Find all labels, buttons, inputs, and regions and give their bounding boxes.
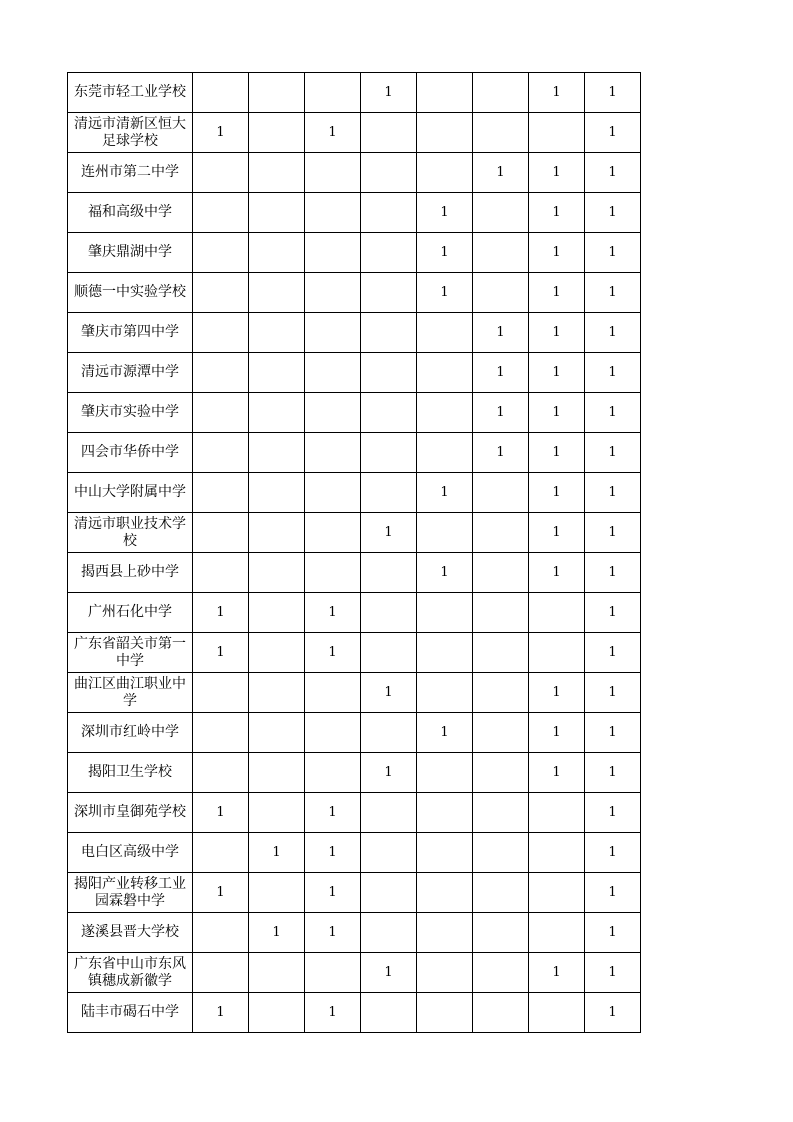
value-cell [473, 593, 529, 633]
value-cell [305, 433, 361, 473]
value-cell: 1 [529, 713, 585, 753]
school-name-cell: 深圳市红岭中学 [68, 713, 193, 753]
table-row [68, 353, 641, 393]
value-cell [529, 873, 585, 913]
value-cell [193, 393, 249, 433]
value-cell [193, 713, 249, 753]
value-cell [361, 473, 417, 513]
value-cell: 1 [305, 793, 361, 833]
value-cell [417, 433, 473, 473]
school-name-cell: 深圳市皇御苑学校 [68, 793, 193, 833]
value-cell [361, 873, 417, 913]
value-cell: 1 [305, 633, 361, 673]
value-cell: 1 [473, 153, 529, 193]
value-cell: 1 [193, 873, 249, 913]
table-body [68, 73, 641, 1033]
value-cell [193, 273, 249, 313]
value-cell [417, 153, 473, 193]
value-cell: 1 [361, 953, 417, 993]
value-cell: 1 [585, 313, 641, 353]
value-cell [249, 953, 305, 993]
table-row [68, 393, 641, 433]
value-cell [473, 193, 529, 233]
value-cell [305, 193, 361, 233]
value-cell [361, 233, 417, 273]
school-name-cell: 东莞市轻工业学校 [68, 73, 193, 113]
value-cell: 1 [305, 993, 361, 1033]
school-name-cell: 中山大学附属中学 [68, 473, 193, 513]
value-cell: 1 [585, 553, 641, 593]
value-cell: 1 [585, 713, 641, 753]
value-cell: 1 [585, 993, 641, 1033]
value-cell: 1 [193, 633, 249, 673]
value-cell [193, 513, 249, 553]
value-cell: 1 [417, 553, 473, 593]
value-cell [249, 753, 305, 793]
value-cell [249, 113, 305, 153]
value-cell: 1 [417, 273, 473, 313]
table-row [68, 553, 641, 593]
value-cell [473, 233, 529, 273]
value-cell [417, 393, 473, 433]
value-cell: 1 [585, 233, 641, 273]
value-cell: 1 [473, 393, 529, 433]
value-cell: 1 [193, 993, 249, 1033]
value-cell [473, 833, 529, 873]
table-row [68, 513, 641, 553]
value-cell [249, 273, 305, 313]
value-cell [249, 673, 305, 713]
value-cell [361, 193, 417, 233]
value-cell: 1 [305, 593, 361, 633]
value-cell [305, 713, 361, 753]
value-cell: 1 [473, 353, 529, 393]
value-cell [305, 353, 361, 393]
value-cell [361, 433, 417, 473]
value-cell: 1 [193, 113, 249, 153]
value-cell [305, 273, 361, 313]
value-cell [305, 673, 361, 713]
value-cell [473, 73, 529, 113]
table-row [68, 953, 641, 993]
value-cell [249, 313, 305, 353]
table-row [68, 633, 641, 673]
value-cell: 1 [585, 353, 641, 393]
value-cell: 1 [585, 273, 641, 313]
value-cell [249, 993, 305, 1033]
value-cell: 1 [585, 673, 641, 713]
value-cell: 1 [249, 833, 305, 873]
value-cell: 1 [585, 793, 641, 833]
value-cell: 1 [529, 513, 585, 553]
value-cell: 1 [249, 913, 305, 953]
value-cell [361, 393, 417, 433]
value-cell [305, 153, 361, 193]
value-cell [249, 233, 305, 273]
table-row [68, 233, 641, 273]
value-cell [417, 673, 473, 713]
value-cell: 1 [585, 873, 641, 913]
value-cell: 1 [585, 153, 641, 193]
value-cell: 1 [585, 73, 641, 113]
value-cell [417, 313, 473, 353]
value-cell: 1 [305, 113, 361, 153]
value-cell [193, 153, 249, 193]
value-cell [193, 353, 249, 393]
value-cell: 1 [305, 913, 361, 953]
value-cell [529, 593, 585, 633]
school-name-cell: 福和高级中学 [68, 193, 193, 233]
school-name-cell: 揭阳产业转移工业园霖磐中学 [68, 873, 193, 913]
school-name-cell: 电白区高级中学 [68, 833, 193, 873]
table-row [68, 73, 641, 113]
school-name-cell: 广东省韶关市第一中学 [68, 633, 193, 673]
school-name-cell: 遂溪县晋大学校 [68, 913, 193, 953]
value-cell: 1 [417, 713, 473, 753]
value-cell: 1 [529, 553, 585, 593]
table-row [68, 433, 641, 473]
value-cell [249, 353, 305, 393]
value-cell [529, 633, 585, 673]
value-cell [417, 353, 473, 393]
value-cell [361, 913, 417, 953]
table-row [68, 793, 641, 833]
value-cell [361, 993, 417, 1033]
value-cell: 1 [417, 193, 473, 233]
value-cell [417, 953, 473, 993]
table-row [68, 473, 641, 513]
value-cell: 1 [529, 233, 585, 273]
school-name-cell: 曲江区曲江职业中学 [68, 673, 193, 713]
value-cell [249, 153, 305, 193]
value-cell [473, 673, 529, 713]
school-name-cell: 肇庆鼎湖中学 [68, 233, 193, 273]
value-cell [473, 273, 529, 313]
value-cell [529, 913, 585, 953]
value-cell: 1 [585, 953, 641, 993]
value-cell: 1 [361, 513, 417, 553]
value-cell [193, 233, 249, 273]
value-cell [361, 553, 417, 593]
value-cell [361, 153, 417, 193]
school-name-cell: 广州石化中学 [68, 593, 193, 633]
value-cell: 1 [193, 593, 249, 633]
value-cell: 1 [585, 753, 641, 793]
value-cell: 1 [585, 393, 641, 433]
value-cell [193, 913, 249, 953]
value-cell [361, 113, 417, 153]
value-cell [473, 713, 529, 753]
value-cell [249, 713, 305, 753]
value-cell [417, 753, 473, 793]
value-cell [249, 433, 305, 473]
value-cell [193, 73, 249, 113]
value-cell [361, 273, 417, 313]
school-name-cell: 广东省中山市东风镇穗成新徽学 [68, 953, 193, 993]
value-cell [473, 913, 529, 953]
value-cell [305, 753, 361, 793]
value-cell [361, 593, 417, 633]
school-table [67, 72, 641, 1033]
value-cell: 1 [529, 353, 585, 393]
value-cell [193, 953, 249, 993]
school-name-cell: 连州市第二中学 [68, 153, 193, 193]
table-row [68, 673, 641, 713]
school-name-cell: 清远市职业技术学校 [68, 513, 193, 553]
table-row [68, 873, 641, 913]
value-cell: 1 [529, 953, 585, 993]
value-cell [417, 633, 473, 673]
value-cell: 1 [473, 313, 529, 353]
table-row [68, 593, 641, 633]
value-cell [417, 993, 473, 1033]
value-cell [417, 793, 473, 833]
value-cell [249, 193, 305, 233]
table-row [68, 753, 641, 793]
value-cell: 1 [529, 673, 585, 713]
school-name-cell: 清远市清新区恒大足球学校 [68, 113, 193, 153]
value-cell: 1 [585, 193, 641, 233]
value-cell: 1 [361, 73, 417, 113]
value-cell [473, 473, 529, 513]
value-cell [193, 553, 249, 593]
value-cell [193, 833, 249, 873]
table-row [68, 193, 641, 233]
value-cell [417, 593, 473, 633]
value-cell [473, 993, 529, 1033]
value-cell [417, 513, 473, 553]
value-cell [193, 433, 249, 473]
value-cell [305, 393, 361, 433]
value-cell [249, 793, 305, 833]
value-cell [473, 553, 529, 593]
value-cell [249, 593, 305, 633]
value-cell: 1 [529, 753, 585, 793]
value-cell [473, 513, 529, 553]
value-cell [249, 553, 305, 593]
value-cell [193, 313, 249, 353]
value-cell: 1 [305, 833, 361, 873]
value-cell: 1 [585, 513, 641, 553]
value-cell [361, 633, 417, 673]
value-cell [305, 553, 361, 593]
value-cell [529, 993, 585, 1033]
school-name-cell: 清远市源潭中学 [68, 353, 193, 393]
value-cell [361, 833, 417, 873]
value-cell: 1 [417, 233, 473, 273]
table-row [68, 993, 641, 1033]
value-cell [305, 233, 361, 273]
value-cell [473, 953, 529, 993]
value-cell: 1 [305, 873, 361, 913]
value-cell: 1 [585, 433, 641, 473]
value-cell: 1 [585, 633, 641, 673]
value-cell [361, 793, 417, 833]
school-name-cell: 揭西县上砂中学 [68, 553, 193, 593]
value-cell [529, 833, 585, 873]
table-row [68, 913, 641, 953]
value-cell [193, 193, 249, 233]
value-cell: 1 [585, 473, 641, 513]
value-cell: 1 [361, 753, 417, 793]
value-cell [305, 953, 361, 993]
school-name-cell: 陆丰市碣石中学 [68, 993, 193, 1033]
value-cell: 1 [529, 193, 585, 233]
school-name-cell: 四会市华侨中学 [68, 433, 193, 473]
value-cell [361, 313, 417, 353]
value-cell [473, 633, 529, 673]
value-cell [305, 73, 361, 113]
value-cell [529, 793, 585, 833]
school-name-cell: 揭阳卫生学校 [68, 753, 193, 793]
value-cell: 1 [529, 433, 585, 473]
value-cell [249, 73, 305, 113]
value-cell [473, 873, 529, 913]
table-row [68, 273, 641, 313]
school-name-cell: 肇庆市第四中学 [68, 313, 193, 353]
value-cell [361, 353, 417, 393]
value-cell [193, 753, 249, 793]
value-cell: 1 [529, 473, 585, 513]
value-cell: 1 [585, 593, 641, 633]
value-cell: 1 [585, 913, 641, 953]
value-cell [417, 913, 473, 953]
value-cell: 1 [585, 113, 641, 153]
value-cell: 1 [529, 73, 585, 113]
value-cell: 1 [193, 793, 249, 833]
table-row [68, 313, 641, 353]
value-cell: 1 [529, 153, 585, 193]
value-cell [249, 513, 305, 553]
value-cell [193, 473, 249, 513]
value-cell [417, 73, 473, 113]
value-cell [249, 393, 305, 433]
table-row [68, 153, 641, 193]
value-cell: 1 [585, 833, 641, 873]
school-name-cell: 顺德一中实验学校 [68, 273, 193, 313]
value-cell: 1 [529, 313, 585, 353]
value-cell [249, 473, 305, 513]
value-cell [473, 793, 529, 833]
value-cell [529, 113, 585, 153]
school-name-cell: 肇庆市实验中学 [68, 393, 193, 433]
value-cell [249, 873, 305, 913]
table-row [68, 113, 641, 153]
value-cell [305, 313, 361, 353]
value-cell: 1 [361, 673, 417, 713]
value-cell [305, 473, 361, 513]
table-row [68, 713, 641, 753]
value-cell [305, 513, 361, 553]
value-cell: 1 [529, 393, 585, 433]
value-cell: 1 [473, 433, 529, 473]
value-cell [361, 713, 417, 753]
value-cell [417, 113, 473, 153]
value-cell [473, 753, 529, 793]
value-cell [193, 673, 249, 713]
value-cell [249, 633, 305, 673]
value-cell [473, 113, 529, 153]
value-cell [417, 873, 473, 913]
value-cell: 1 [529, 273, 585, 313]
value-cell [417, 833, 473, 873]
value-cell: 1 [417, 473, 473, 513]
table-row [68, 833, 641, 873]
